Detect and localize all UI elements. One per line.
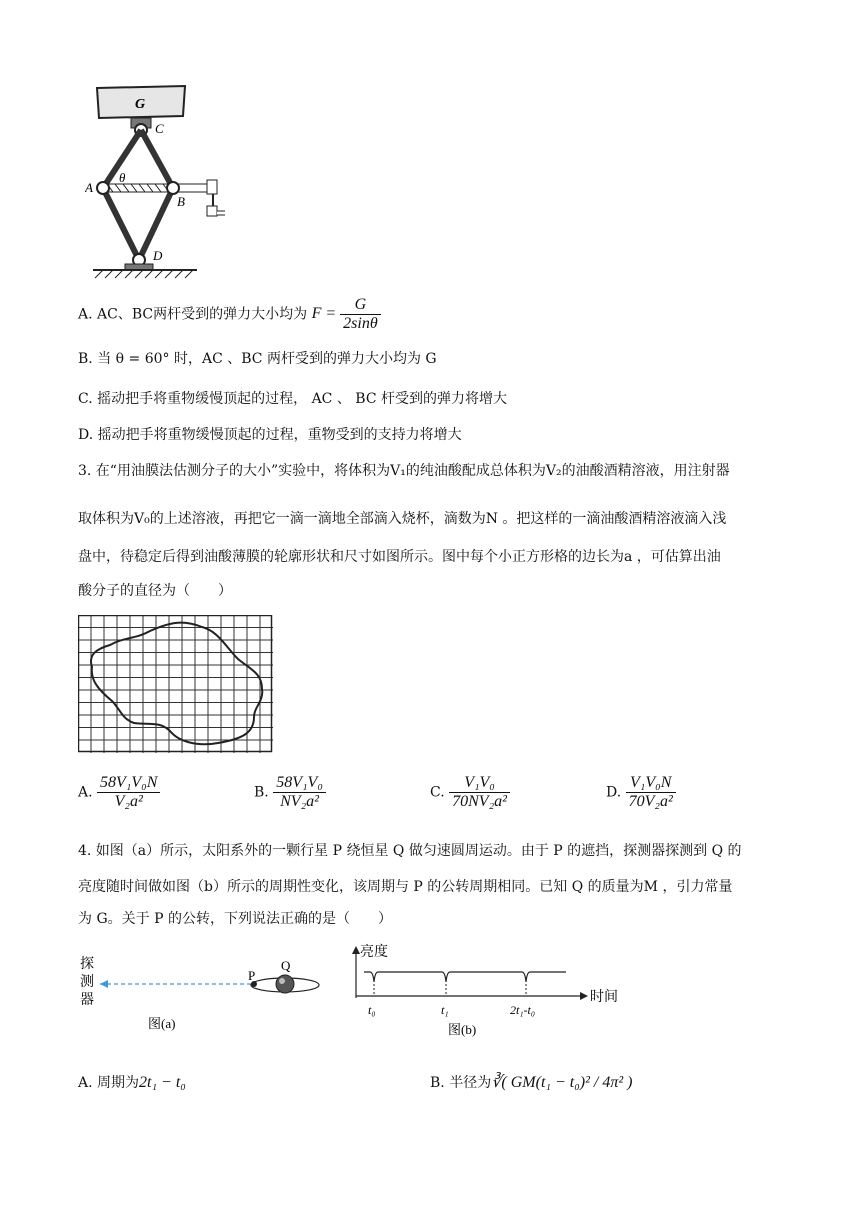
option-text: 周期为 bbox=[97, 1075, 140, 1091]
option-formula: 2t₁ − t₀ bbox=[139, 1074, 186, 1091]
option-formula: ∛( GM(t₁ − t₀)² / 4π² ) bbox=[491, 1074, 633, 1091]
option-text: 摇动把手将重物缓慢顶起的过程， AC 、 BC 杆受到的弹力将增大 bbox=[97, 391, 508, 407]
scissor-jack-figure bbox=[85, 80, 225, 280]
label-q: Q bbox=[281, 958, 291, 973]
detector-label-2: 测 bbox=[80, 975, 94, 990]
figure-b bbox=[350, 940, 640, 1040]
tick-t0: t₀ bbox=[368, 1003, 376, 1017]
option-tag: B. bbox=[254, 784, 269, 801]
option-tag: A. bbox=[78, 1075, 93, 1091]
tick-t1: t₁ bbox=[441, 1003, 449, 1017]
label-p: P bbox=[248, 968, 256, 983]
option-fraction: $\frac{\text{V₁V₀N}}{\text{70V₂a²}}$ bbox=[626, 774, 676, 811]
option-text: AC、BC两杆受到的弹力大小均为 bbox=[97, 306, 308, 323]
option-fraction: $\frac{\text{58V₁V₀}}{\text{NV₂a²}}$ bbox=[273, 774, 326, 811]
option-fraction: $\frac{\text{V₁V₀}}{\text{70NV₂a²}}$ bbox=[449, 774, 510, 811]
q3-stem-line2: 取体积为V₀的上述溶液，再把它一滴一滴地全部滴入烧杯，滴数为N 。把这样的一滴油酸酒精溶液滴入浅 bbox=[78, 511, 727, 527]
q4-option-a[interactable] bbox=[78, 1072, 186, 1092]
formula-f: F = $\frac{G}{2\sin\theta}$ bbox=[312, 296, 381, 333]
option-text: 当 θ = 60° 时，AC 、BC 两杆受到的弹力大小均为 G bbox=[97, 351, 437, 367]
detector-label-1: 探 bbox=[80, 957, 94, 972]
label-c: C bbox=[155, 121, 164, 136]
option-tag: D. bbox=[78, 427, 94, 443]
label-g: G bbox=[135, 97, 146, 112]
option-tag: C. bbox=[78, 391, 93, 407]
q4-stem-line2: 亮度随时间做如图（b）所示的周期性变化，该周期与 P 的公转周期相同。已知 Q 的质量为M ，引力常量 bbox=[78, 879, 733, 895]
q3-option-c[interactable] bbox=[430, 774, 510, 811]
figure-b-caption: 图(b) bbox=[448, 1022, 477, 1037]
label-theta: θ bbox=[119, 170, 126, 185]
option-tag: A. bbox=[78, 306, 93, 323]
q3-option-d[interactable] bbox=[606, 774, 676, 811]
option-tag: B. bbox=[78, 351, 93, 367]
detector-label-3: 器 bbox=[80, 993, 94, 1008]
tick-2t1-t0: 2t₁-t₀ bbox=[510, 1003, 536, 1017]
q3-stem-line3: 盘中，待稳定后得到油酸薄膜的轮廓形状和尺寸如图所示。图中每个小正方形格的边长为a ，可估算出油 bbox=[78, 549, 721, 565]
option-tag: B. bbox=[430, 1075, 445, 1091]
q3-stem-line4: 酸分子的直径为（ ） bbox=[78, 583, 232, 599]
figure-a bbox=[78, 950, 328, 1035]
option-tag: C. bbox=[430, 784, 445, 801]
option-text: 摇动把手将重物缓慢顶起的过程，重物受到的支持力将增大 bbox=[97, 427, 462, 443]
q4-option-b[interactable] bbox=[430, 1072, 632, 1092]
figure-a-caption: 图(a) bbox=[148, 1016, 176, 1031]
q4-stem-line1: 4. 如图（a）所示，太阳系外的一颗行星 P 绕恒星 Q 做匀速圆周运动。由于 P 的遮挡，探测器探测到 Q 的 bbox=[78, 843, 742, 859]
option-text: 半径为 bbox=[449, 1075, 492, 1091]
oil-film-grid-figure bbox=[78, 615, 273, 753]
option-tag: A. bbox=[78, 784, 93, 801]
q2-option-a[interactable] bbox=[78, 296, 381, 333]
q3-stem-line1: 3. 在“用油膜法估测分子的大小”实验中，将体积为V₁的纯油酸配成总体积为V₂的油酸酒精溶液，用注射器 bbox=[78, 463, 730, 479]
option-fraction: $\frac{\text{58V₁V₀N}}{\text{V₂a²}}$ bbox=[97, 774, 160, 811]
y-axis-label: 亮度 bbox=[360, 945, 388, 960]
q2-option-d[interactable] bbox=[78, 424, 462, 444]
label-a: A bbox=[85, 180, 93, 195]
x-axis-label: 时间 bbox=[590, 990, 618, 1005]
label-d: D bbox=[153, 248, 163, 263]
q4-stem-line3: 为 G。关于 P 的公转，下列说法正确的是（ ） bbox=[78, 911, 392, 927]
q3-option-a[interactable] bbox=[78, 774, 160, 811]
q2-option-b[interactable] bbox=[78, 348, 437, 368]
label-b: B bbox=[177, 194, 185, 209]
q3-option-b[interactable] bbox=[254, 774, 326, 811]
q2-option-c[interactable] bbox=[78, 388, 507, 408]
option-tag: D. bbox=[606, 784, 622, 801]
